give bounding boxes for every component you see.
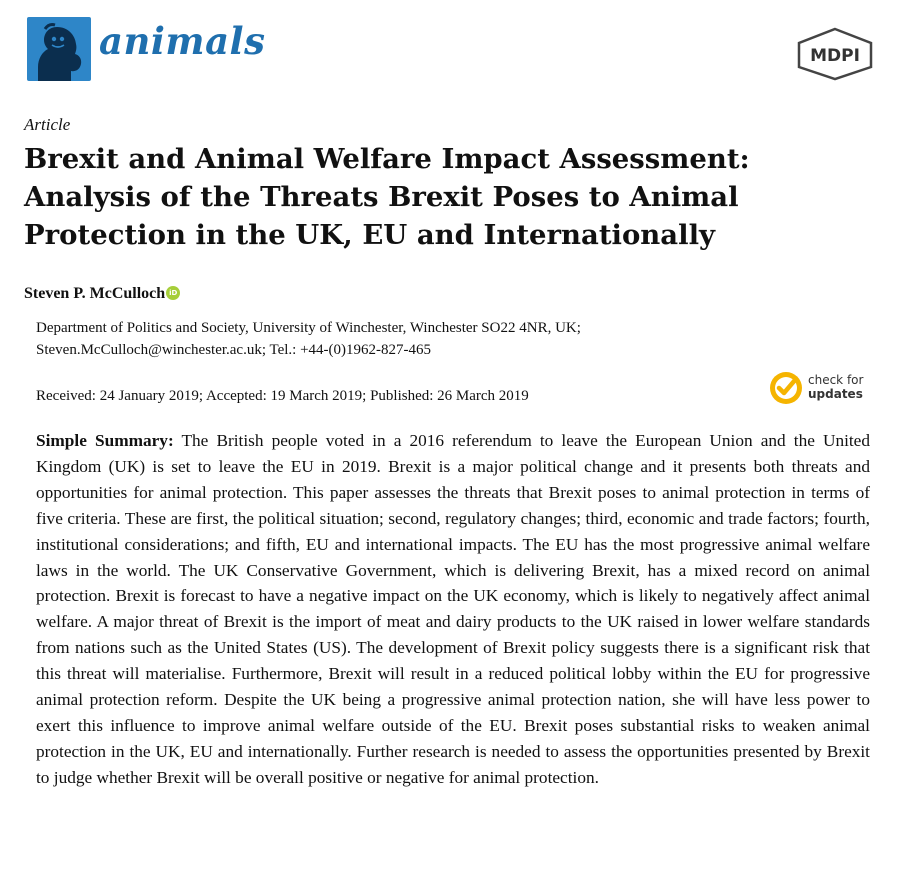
checkmark-icon (769, 371, 803, 405)
simple-summary (36, 428, 870, 791)
check-updates-line1: check for (808, 373, 864, 387)
contact-text: Steven.McCulloch@winchester.ac.uk; Tel.: +44-(0)1962-827-465 (36, 342, 432, 358)
journal-name: animals (99, 19, 266, 63)
author-line (24, 285, 180, 303)
check-for-updates-button[interactable] (769, 370, 879, 406)
publisher-name: MDPI (810, 46, 860, 66)
summary-label: Simple Summary: (36, 431, 174, 450)
check-updates-label (808, 373, 863, 401)
orcid-icon[interactable]: iD (166, 286, 180, 300)
mdpi-logo (795, 27, 875, 81)
journal-header (27, 17, 875, 87)
author-name: Steven P. McCulloch (24, 285, 166, 302)
affiliation-block (36, 317, 856, 361)
summary-text: The British people voted in a 2016 referendum to leave the European Union and the United Kingdom (UK) is set to leave the EU in 2019. Brexit is a major political change and it presents both threats and opportunities for animal protection. This paper assesses the threats that Brexit poses to animal protection in terms of five criteria. These are first, the political situation; second, regulatory changes; third, economic and trade factors; fourth, institutional considerations; and fifth, EU and international impacts. The EU has the most progressive animal welfare laws in the world. The UK Conservative Government, which is delivering Brexit, has a mixed record on animal protection. Brexit is forecast to have a negative impact on the UK economy, which is likely to negatively affect animal welfare. A major threat of Brexit is the import of meat and dairy products to the UK raised in lower welfare standards from nations such as the United States (US). The development of Brexit policy suggests there is a significant risk that this threat will materialise. Furthermore, Brexit will result in a reduced political lobby within the EU for progressive animal protection reform. Despite the UK being a progressive animal protection nation, she will have less power to exert this influence to improve animal welfare outside of the EU. Brexit poses substantial risks to weaken animal protection in the UK, EU and internationally. Further research is needed to assess the opportunities presented by Brexit to judge whether Brexit will be overall positive or negative for animal protection. (36, 431, 870, 787)
article-type: Article (24, 115, 71, 134)
affiliation-text: Department of Politics and Society, University of Winchester, Winchester SO22 4NR, UK; (36, 320, 581, 336)
check-updates-line2: updates (808, 387, 863, 401)
monkey-silhouette-icon (27, 17, 91, 81)
article-title: Brexit and Animal Welfare Impact Assessment: Analysis of the Threats Brexit Poses to Animal Protection in the UK, EU and Internationally (24, 143, 750, 251)
publication-dates: Received: 24 January 2019; Accepted: 19 March 2019; Published: 26 March 2019 (36, 388, 529, 404)
